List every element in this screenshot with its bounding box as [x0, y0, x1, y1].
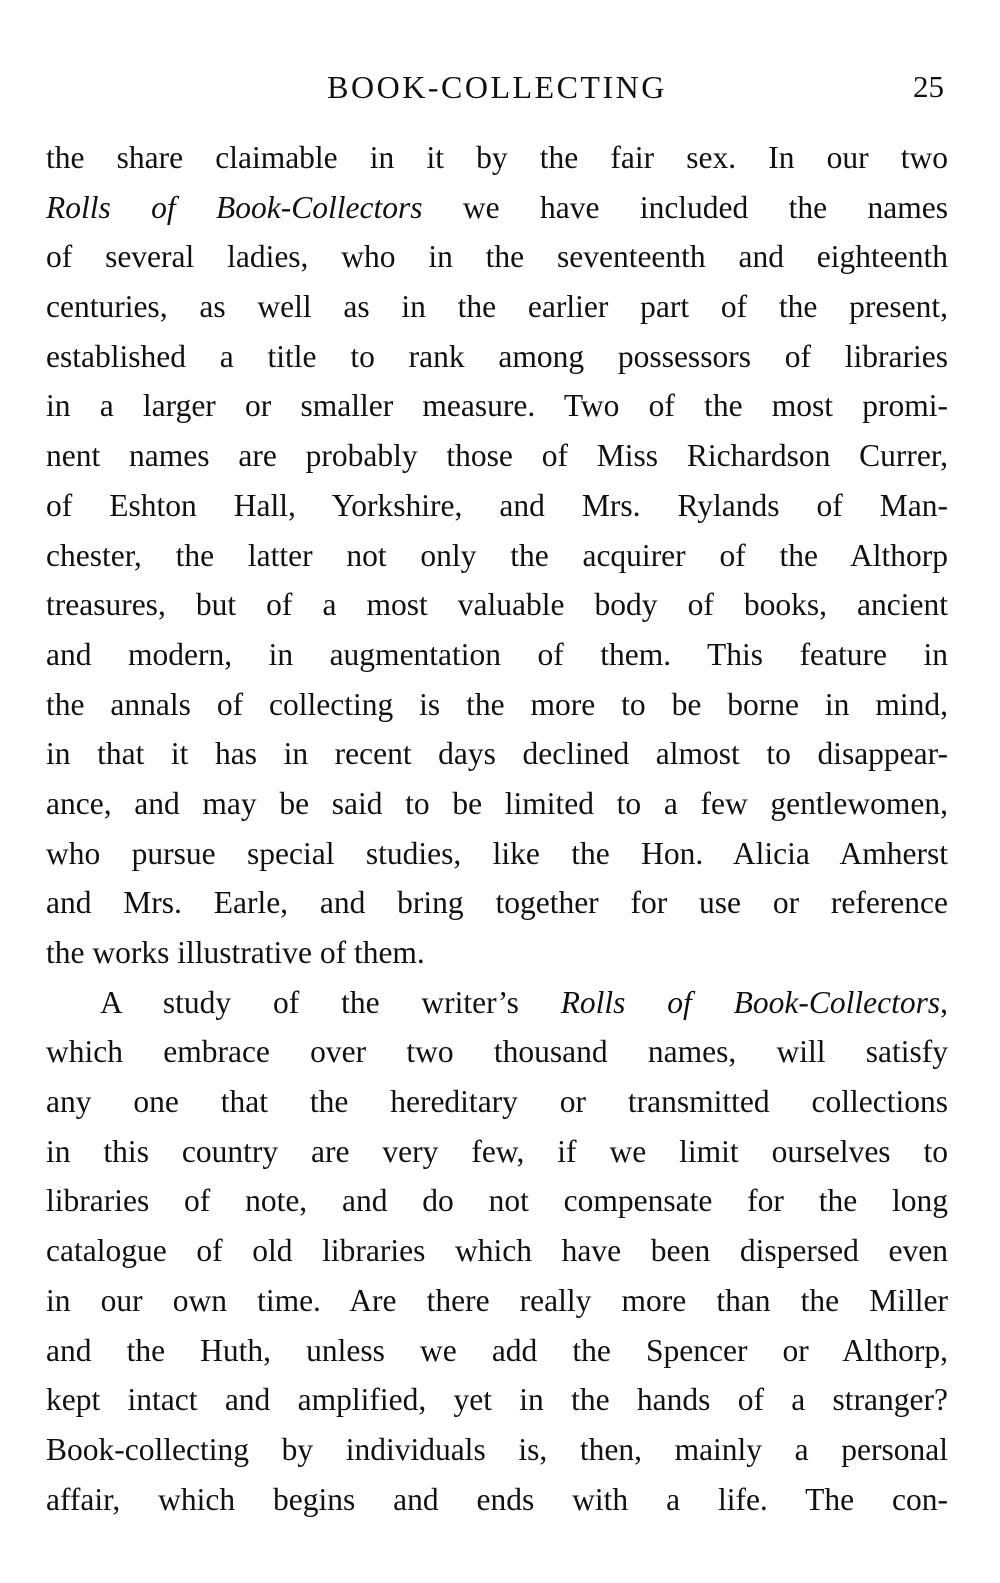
italic-title-text: Rolls of Book-Collectors [46, 189, 423, 225]
line-text: who pursue special studies, like the Hon. Alicia Amherst [46, 835, 948, 871]
line-text: catalogue of old libraries which have been dispersed even [46, 1233, 948, 1269]
line-text: the works illustrative of them. [46, 935, 425, 970]
line-text: A study of the writer’s [100, 984, 561, 1020]
line-text: treasures, but of a most valuable body of books, ancient [46, 587, 948, 623]
line-text: chester, the latter not only the acquirer of the Althorp [46, 537, 948, 573]
line-text: in our own time. Are there really more than the Miller [46, 1282, 948, 1318]
text-line [46, 928, 948, 978]
text-line [46, 381, 948, 431]
line-text: kept intact and amplified, yet in the hands of a stranger? [46, 1382, 948, 1418]
line-text: we have included the names [422, 189, 948, 225]
text-line [46, 1077, 948, 1127]
text-line [46, 1127, 948, 1177]
text-line [46, 580, 948, 630]
text-line [46, 1176, 948, 1226]
text-line [46, 1276, 948, 1326]
text-line [46, 1226, 948, 1276]
line-text: affair, which begins and ends with a life. The con- [46, 1481, 948, 1517]
line-text: the share claimable in it by the fair sex. In our two [46, 140, 948, 175]
text-line [46, 878, 948, 928]
line-text: centuries, as well as in the earlier part of the present, [46, 289, 948, 325]
line-text: ance, and may be said to be limited to a few gentlewomen, [46, 785, 948, 821]
line-text: of several ladies, who in the seventeenth and eighteenth [46, 239, 948, 275]
text-line [46, 1375, 948, 1425]
body-text [46, 133, 948, 1524]
line-text: in a larger or smaller measure. Two of the most promi- [46, 388, 948, 424]
line-text: the annals of collecting is the more to be borne in mind, [46, 686, 948, 722]
text-line [46, 779, 948, 829]
line-text: of Eshton Hall, Yorkshire, and Mrs. Rylands of Man- [46, 487, 948, 523]
text-line [46, 1425, 948, 1475]
line-text: established a title to rank among possessors of libraries [46, 338, 948, 374]
running-title: BOOK-COLLECTING [327, 69, 667, 105]
line-text: in this country are very few, if we limit ourselves to [46, 1133, 948, 1169]
text-line [46, 431, 948, 481]
text-line [46, 630, 948, 680]
text-line [46, 183, 948, 233]
line-text: , [940, 984, 948, 1020]
line-text: any one that the hereditary or transmitted collections [46, 1084, 948, 1120]
text-line [46, 232, 948, 282]
text-line [46, 978, 948, 1028]
italic-title-text: Rolls of Book-Collectors [560, 984, 941, 1020]
line-text: and modern, in augmentation of them. This feature in [46, 636, 948, 672]
line-text: which embrace over two thousand names, will satisfy [46, 1034, 948, 1070]
text-line [46, 481, 948, 531]
page-number: 25 [913, 69, 944, 104]
text-line [46, 282, 948, 332]
text-line [46, 332, 948, 382]
text-line [46, 680, 948, 730]
line-text: Book-collecting by individuals is, then, mainly a personal [46, 1431, 948, 1467]
text-line [46, 531, 948, 581]
text-line [46, 729, 948, 779]
line-text: and Mrs. Earle, and bring together for use or reference [46, 885, 948, 921]
line-text: and the Huth, unless we add the Spencer or Althorp, [46, 1332, 948, 1368]
line-text: nent names are probably those of Miss Richardson Currer, [46, 438, 948, 474]
text-line [46, 1027, 948, 1077]
text-line [46, 829, 948, 879]
text-line [46, 1326, 948, 1376]
text-line [46, 1475, 948, 1525]
line-text: in that it has in recent days declined almost to disappear- [46, 736, 948, 772]
text-line [46, 133, 948, 183]
running-head [46, 62, 948, 112]
line-text: libraries of note, and do not compensate for the long [46, 1183, 948, 1219]
